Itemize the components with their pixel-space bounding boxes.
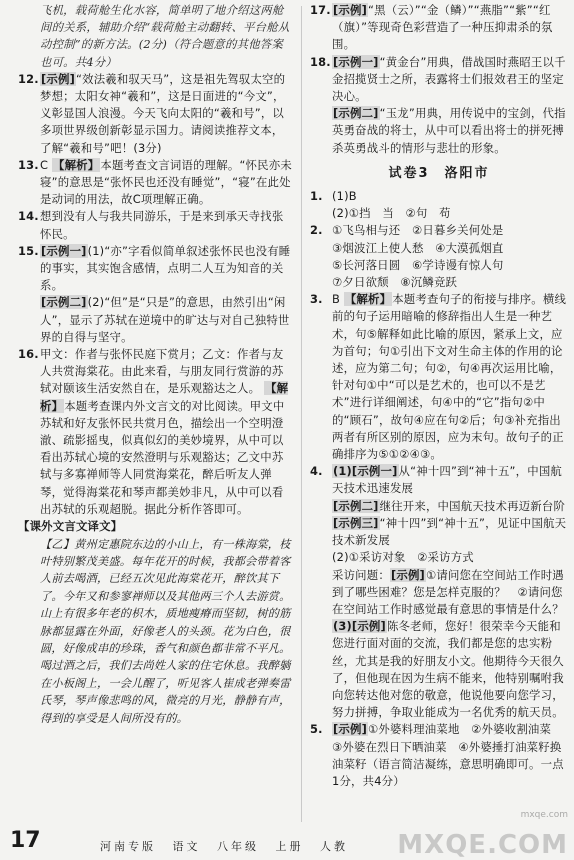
column-divider	[301, 6, 302, 822]
answer-13	[18, 157, 293, 209]
answer-15	[18, 243, 293, 346]
example-tag: [示例]	[333, 722, 367, 737]
answer-text: 想到没有人与我共同游乐，于是来到承天寺找张怀民。	[40, 209, 284, 241]
analysis-tag: 【解析】	[40, 381, 289, 413]
footer-subject: 语文	[172, 840, 201, 853]
translation-lead: 【乙】	[40, 537, 75, 551]
answer-line: ⑤长河落日圆 ⑥学诗谩有惊人句	[332, 257, 504, 272]
footer-grade: 八年级	[217, 840, 259, 853]
answer-text: 陈冬老师，您好！很荣幸今天能和您进行面对面的交流，我们都是您的忠实粉丝，尤其是我的好朋友小文。他期待今天很久了，但他现在因为生病不能来，他特别嘱咐我向您转达他对您的敬意，他说他要向您学习，努力拼搏，争取业能成为一名优秀的航天员。	[332, 619, 564, 720]
answer-text: (2)“但”是“只是”的意思，由然引出“闲人”，显示了苏轼在逆境中的旷达与对自己独特世界的自得与坚守。	[40, 295, 290, 344]
answer-s3-2	[310, 222, 568, 291]
choice: B	[332, 292, 341, 307]
question-number: 17.	[310, 3, 331, 17]
answer-text: ①外婆料理油菜地 ②外婆收割油菜 ③外婆在烈日下晒油菜 ④外婆捶打油菜籽换油菜籽（语言简洁凝练，意思明确即可。一点1分，共4分）	[332, 722, 564, 788]
answer-s3-4	[310, 463, 568, 721]
answer-text: “黑（云）”“金（鳞）”“燕脂”“紫”“红（旗）”等现奇色彩营造了一种压抑肃杀的氛围。	[332, 3, 553, 52]
answer-text: “玉龙”用典，用传说中的宝剑，代指英勇奋战的将士，从中可以看出将士的拼死搏杀英勇战斗的情形与悲壮的形象。	[332, 106, 566, 155]
example-tag: (1)[示例一]	[333, 464, 398, 479]
answer-s3-5	[310, 721, 568, 790]
right-column	[310, 2, 568, 790]
analysis-tag: 【解析】	[344, 292, 392, 307]
example-tag: [示例一]	[333, 54, 379, 69]
example-tag: [示例]	[333, 3, 367, 17]
answer-16	[18, 346, 293, 518]
answer-text: “黄金台”用典，借战国时燕昭王以千金招揽贤士之所，表露将士们报效君王的坚定决心。	[332, 54, 566, 104]
question-number: 4.	[310, 464, 323, 479]
section-title: 试卷3 洛阳市	[388, 165, 490, 181]
answer-text: (2)①挡 当 ②句 苟	[332, 206, 451, 221]
example-tag: (3)[示例]	[333, 619, 386, 634]
answer-17	[310, 2, 568, 54]
answer-line: ⑦夕日欲颓 ⑧沉鳞竞跃	[332, 275, 458, 290]
example-tag: [示例]	[41, 71, 75, 86]
translation-text: 黄州定惠院东边的小山上，有一株海棠，枝叶特别繁茂美盛。每年花开的时候，我都会带着客人前去喝酒，已经五次见此海棠花开，醉饮其下了。今年又和参寥禅师以及其他两三个人去游赏。山上有很多年老的枳木，质地瘦瘠而坚韧，树的筋脉都显露在外面，好像老人的头颈。花为白色，很圆，好像成串的珍珠，香气和颜色都非常不平凡。喝过酒之后，我们去尚姓人家的住宅休息。我醉躺在小板阁上，一会儿醒了，听见客人崔成老弹奏雷氏琴，琴声像悲鸣的风，微亮的月光，静静有声，得到的享受是人间所没有的。	[40, 537, 291, 725]
answer-11-continued: 飞机，载荷舱生化水容，简单明了地介绍这两舱间的关系，辅助介绍“载荷舱主动翻转、平台舱从动控制”的新方法。(2分)（符合题意的其他答案也可。共4分）	[40, 3, 290, 69]
answer-text: (1)“亦”字看似简单叙述张怀民也没有睡的事实，其实饱含感情，点明二人互为知音的关系。	[40, 243, 291, 293]
answer-14	[18, 208, 293, 242]
answer-text: “效法羲和驭天马”，这是祖先驾驭太空的梦想；太阳女神“羲和”，这是日面进的“今文”，义彰显国人浪漫。今天飞向太阳的“羲和号”，以多项世界级创新彰显示国力。请阅读推荐文本，了解“羲和号”吧！(3分)	[40, 71, 286, 155]
answer-text: “神十四”到“神十五”，见证中国航天技术新发展	[332, 515, 567, 548]
answer-line: ①飞鸟相与还 ②日暮乡关何处是	[332, 223, 504, 238]
example-tag: [示例一]	[41, 243, 87, 258]
answer-text: 继往开来，中国航天技术再迈新台阶	[379, 498, 566, 513]
answer-12	[18, 71, 293, 157]
choice: C	[40, 157, 49, 172]
page-footer	[0, 828, 574, 860]
page-number: 17	[10, 828, 41, 853]
answer-line: ③烟波江上使人愁 ④大漠孤烟直	[332, 240, 504, 255]
question-number: 2.	[310, 223, 323, 238]
example-tag: [示例]	[390, 567, 425, 582]
analysis-text: 本题考查句子的衔接与排序。横线前的句子运用暗喻的修辞指出人生是一种艺术，句⑤解释如此比喻的原因，紧承上文，应为首句；句①引出下文对生命主体的作用的论述，应为第二句；句②，句④再次运用比喻，针对句①中“可以是艺术的，也可以不是艺术”进行详细阐述，句④中的“它”指句②中的“顾石”，故句④应在句②后；句③补充指出两者有所区别的原因，应为末句。故句子的正确排序为⑤①②④③。	[332, 292, 567, 462]
example-tag: [示例二]	[333, 498, 379, 513]
answer-s3-3	[310, 291, 568, 463]
footer-edition: 人教	[320, 840, 348, 853]
answer-s3-1	[310, 188, 568, 222]
footer-region: 河南专版	[100, 840, 156, 853]
question-number: 15.	[18, 243, 39, 258]
footer-meta	[100, 838, 358, 854]
question-number: 5.	[310, 722, 323, 737]
answer-text: (1)B	[332, 189, 357, 204]
watermark-logo: MXQE.COM	[397, 830, 568, 860]
answer-text: (2)①采访对象 ②采访方式	[332, 550, 474, 565]
answer-18	[310, 54, 568, 157]
translation-title: 【课外文言文译文】	[18, 519, 123, 534]
question-number: 1.	[310, 189, 323, 204]
example-tag: [示例二]	[333, 106, 379, 121]
answer-text: 甲文：作者与张怀民庭下赏月；乙文：作者与友人共赏海棠花。由此来看，与朋友同行赏游的苏轼对颐该生活安然自在，是乐观豁达之人。	[40, 347, 284, 396]
example-tag: [示例二]	[41, 295, 87, 310]
translation-block	[18, 518, 293, 727]
watermark-url: mxqe.com	[520, 810, 568, 820]
footer-term: 上册	[275, 840, 304, 853]
question-number: 12.	[18, 71, 39, 86]
analysis-text: 本题考查课内外文言文的对比阅读。甲文中苏轼和好友张怀民共赏月色，描绘出一个空明澄澈、疏影摇曳，似真似幻的美妙境界，从中可以看出苏轼心境的安然澄明与乐观豁达；乙文中苏轼与多寡禅师等人同赏海棠花，醉后听友人弹琴，觉得海棠花和琴声都美妙非凡，从中可以看出苏轼的乐观超脱。据此分析作答即可。	[40, 398, 285, 516]
example-tag: [示例三]	[333, 515, 379, 530]
answer-text: 本题考查文言词语的理解。“怀民亦未寝”的意思是“张怀民也还没有睡觉”，“寝”在此处是动词的用法，故C项理解正确。	[40, 157, 292, 207]
question-number: 18.	[310, 54, 331, 69]
answer-text: 从“神十四”到“神十五”，中国航天技术迅速发展	[332, 464, 563, 496]
question-number: 14.	[18, 209, 39, 224]
answer-text: ①请问您在空间站工作时遇到了哪些困难？您是怎样克服的？ ②请问您在空间站工作时感觉最有意思的事情是什么？	[332, 567, 564, 616]
left-column	[18, 2, 293, 727]
question-number: 16.	[18, 347, 39, 362]
question-number: 13.	[18, 157, 39, 172]
analysis-tag: 【解析】	[52, 157, 100, 172]
answer-text: 采访问题：	[332, 567, 390, 582]
question-number: 3.	[310, 292, 323, 307]
